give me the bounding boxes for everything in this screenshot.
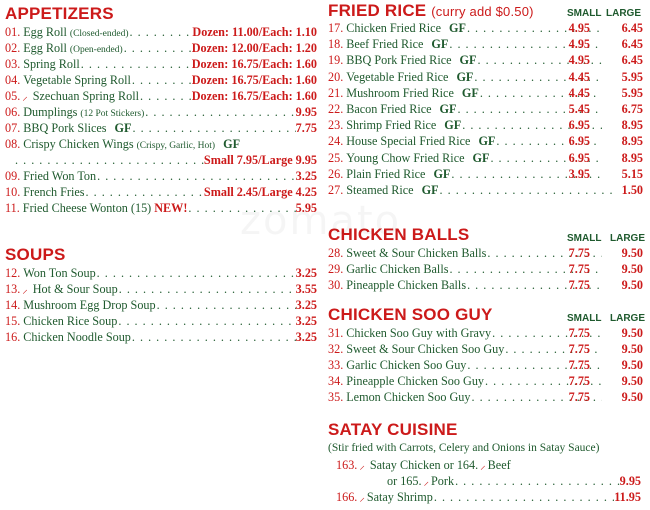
chili-pepper-icon: ⸝ (359, 460, 365, 472)
small-column-label: SMALL (567, 8, 602, 19)
large-price: 6.45 (621, 21, 643, 35)
small-price: 7.75 (568, 278, 590, 292)
large-price: 9.50 (621, 278, 643, 292)
small-price: 6.95 (568, 134, 590, 149)
large-column-label: LARGE (610, 313, 645, 324)
menu-item: 33. Garlic Chicken Soo Guy . . . 7.75 9.50 (328, 358, 646, 373)
menu-item: 01. Egg Roll (Closed-ended) . . . Dozen: 11.00/Each: 1.10 (5, 25, 317, 40)
menu-item: 13. ⸝ Hot & Sour Soup . . . 3.55 (5, 282, 317, 297)
menu-item: 24. House Special Fried Rice GF . . . 6.95 8.95 (328, 134, 646, 149)
menu-item: 163. ⸝ Satay Chicken or 164. ⸝ Beef (336, 458, 511, 472)
large-price: 9.50 (621, 326, 643, 340)
small-price: 4.95 (568, 37, 590, 52)
large-price: 8.95 (621, 118, 643, 133)
menu-item: 27. Steamed Rice GF . . . 1.50 (328, 183, 646, 198)
small-price: 7.75 (568, 390, 590, 404)
large-price: 9.50 (621, 374, 643, 388)
small-column-label: SMALL (567, 313, 602, 324)
fried-rice-heading: FRIED RICE (curry add $0.50) (328, 1, 534, 20)
menu-item: 22. Bacon Fried Rice GF . . . 5.45 6.75 (328, 102, 646, 117)
menu-item: 28. Sweet & Sour Chicken Balls . . . 7.75 9.50 (328, 246, 646, 261)
menu-item: 30. Pineapple Chicken Balls . . . 7.75 9.50 (328, 278, 646, 293)
large-price: 5.95 (621, 69, 643, 84)
menu-item: 34. Pineapple Chicken Soo Guy . . . 7.75 9.50 (328, 374, 646, 389)
menu-item: 11. Fried Cheese Wonton (15) NEW! . . . 5.95 (5, 201, 317, 216)
menu-item: 35. Lemon Chicken Soo Guy . . . 7.75 9.50 (328, 390, 646, 405)
satay-note: (Stir fried with Carrots, Celery and Onions in Satay Sauce) (328, 442, 600, 454)
chicken-soo-guy-heading: CHICKEN SOO GUY (328, 305, 493, 324)
small-price: 7.75 (568, 358, 590, 372)
menu-item: 21. Mushroom Fried Rice GF . . . 4.45 5.95 (328, 86, 646, 101)
menu-item: 16. Chicken Noodle Soup . . . 3.25 (5, 330, 317, 345)
large-price: 5.15 (621, 166, 643, 181)
new-badge: NEW! (154, 201, 188, 215)
menu-item: 32. Sweet & Sour Chicken Soo Guy . . . 7.75 9.50 (328, 342, 646, 357)
large-price: 9.50 (621, 358, 643, 372)
menu-item: 15. Chicken Rice Soup . . . 3.25 (5, 314, 317, 329)
menu-item: 06. Dumplings (12 Pot Stickers) . . . 9.95 (5, 105, 317, 120)
large-price: 1.50 (621, 183, 643, 197)
small-price: 7.75 (568, 342, 590, 356)
large-price: 8.95 (621, 150, 643, 165)
small-price: 4.95 (568, 21, 590, 35)
large-price: 5.95 (621, 85, 643, 100)
large-column-label: LARGE (606, 8, 641, 19)
menu-item-continued: or 165. ⸝ Pork . . . 9.95 (384, 474, 641, 489)
large-price: 9.50 (621, 342, 643, 356)
small-price: 7.75 (568, 262, 590, 276)
small-price: 3.95 (568, 166, 590, 181)
menu-item: 26. Plain Fried Rice GF . . . 3.95 5.15 (328, 167, 646, 182)
menu-item: 20. Vegetable Fried Rice GF . . . 4.45 5.95 (328, 70, 646, 85)
small-price: 4.45 (568, 85, 590, 100)
menu-item-continued: . . . Small 7.95/Large 9.95 (5, 153, 317, 168)
menu-item: 02. Egg Roll (Open-ended) . . . Dozen: 12.00/Each: 1.20 (5, 41, 317, 56)
large-price: 6.45 (621, 37, 643, 52)
chili-pepper-icon: ⸝ (423, 476, 430, 488)
large-price: 9.50 (621, 246, 643, 260)
chili-pepper-icon: ⸝ (22, 284, 28, 296)
menu-item: 03. Spring Roll . . . Dozen: 16.75/Each: 1.60 (5, 57, 317, 72)
small-price: 4.95 (568, 53, 590, 68)
small-price: 6.95 (568, 150, 590, 165)
menu-item: 31. Chicken Soo Guy with Gravy . . . 7.75 9.50 (328, 326, 646, 341)
menu-item: 10. French Fries . . . Small 2.45/Large 4.25 (5, 185, 317, 200)
menu-item: 19. BBQ Pork Fried Rice GF . . . 4.95 6.45 (328, 53, 646, 68)
menu-item: 08. Crispy Chicken Wings (Crispy, Garlic, Hot) GF (5, 137, 241, 151)
menu-item: 12. Won Ton Soup . . . 3.25 (5, 266, 317, 281)
chili-pepper-icon: ⸝ (22, 91, 28, 103)
appetizers-heading: APPETIZERS (5, 4, 114, 23)
satay-heading: SATAY CUISINE (328, 420, 458, 439)
chili-pepper-icon: ⸝ (480, 460, 486, 472)
small-column-label: SMALL (567, 233, 602, 244)
menu-item: 29. Garlic Chicken Balls . . . 7.75 9.50 (328, 262, 646, 277)
menu-item: 05. ⸝ Szechuan Spring Roll . . . Dozen: 16.75/Each: 1.60 (5, 89, 317, 104)
menu-item: 17. Chicken Fried Rice GF . . . 4.95 6.45 (328, 21, 646, 36)
chicken-balls-heading: CHICKEN BALLS (328, 225, 470, 244)
chili-pepper-icon: ⸝ (359, 492, 365, 504)
menu-item: 04. Vegetable Spring Roll . . . Dozen: 16.75/Each: 1.60 (5, 73, 317, 88)
small-price: 4.45 (568, 69, 590, 84)
menu-item: 07. BBQ Pork Slices GF . . . 7.75 (5, 121, 317, 136)
large-price: 9.50 (621, 390, 643, 404)
large-price: 6.75 (621, 102, 643, 116)
small-price: 5.45 (568, 102, 590, 116)
menu-item: 166. ⸝ Satay Shrimp . . . 11.95 (336, 490, 641, 505)
soups-heading: SOUPS (5, 245, 66, 264)
small-price: 7.75 (568, 326, 590, 340)
large-price: 8.95 (621, 134, 643, 149)
watermark (240, 198, 401, 244)
large-price: 6.45 (621, 53, 643, 68)
menu-item: 18. Beef Fried Rice GF . . . 4.95 6.45 (328, 37, 646, 52)
menu-item: 25. Young Chow Fried Rice GF . . . 6.95 8.95 (328, 151, 646, 166)
menu-item: 09. Fried Won Ton . . . 3.25 (5, 169, 317, 184)
large-price: 9.50 (621, 262, 643, 276)
large-column-label: LARGE (610, 233, 645, 244)
small-price: 7.75 (568, 246, 590, 260)
menu-item: 14. Mushroom Egg Drop Soup . . . 3.25 (5, 298, 317, 313)
menu-item: 23. Shrimp Fried Rice GF . . . 6.95 8.95 (328, 118, 646, 133)
small-price: 7.75 (568, 374, 590, 388)
small-price: 6.95 (568, 118, 590, 133)
